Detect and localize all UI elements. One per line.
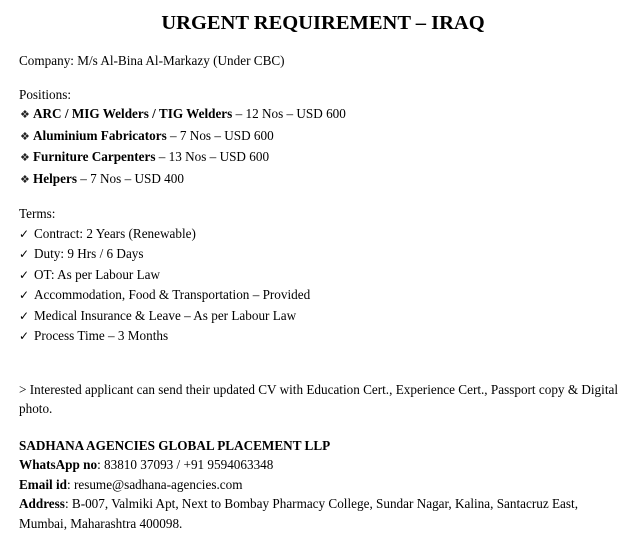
position-detail: – 7 Nos – USD 400 [76,170,184,186]
whatsapp-label: WhatsApp no [19,457,98,472]
email-line [19,475,631,495]
term-text: Medical Insurance & Leave – As per Labour Law [34,307,297,323]
position-detail: – 12 Nos – USD 600 [232,106,346,121]
address-line [19,494,619,533]
position-role: Aluminium Fabricators [33,127,167,143]
email-label: Email id [19,476,67,492]
checkmark-icon: ✓ [19,288,30,302]
list-item [19,147,631,169]
position-role: ARC / MIG Welders / TIG Welders [33,106,233,121]
list-item [19,285,631,306]
spacer [19,190,631,204]
position-detail: – 7 Nos – USD 600 [166,127,274,143]
agency-name-text: SADHANA AGENCIES GLOBAL PLACEMENT LLP [19,437,331,453]
position-role: Helpers [33,170,77,186]
company-line: Company: M/s Al-Bina Al-Markazy (Under CBC) [19,53,285,68]
positions-heading: Positions: [19,86,72,102]
checkmark-icon: ✓ [19,329,30,343]
document [19,10,631,533]
diamond-bullet-icon: ❖ [20,130,30,143]
agency-name [19,436,631,456]
spacer [19,347,631,380]
list-item [19,306,631,327]
list-item [19,126,631,148]
list-item [19,326,631,347]
list-item [19,224,631,245]
term-text: Accommodation, Food & Transportation – Provided [34,287,311,302]
apply-note: > Interested applicant can send their updated CV with Education Cert., Experience Cert., Passport copy & Digital photo. [19,381,619,416]
address-label: Address [19,496,65,511]
terms-list [19,224,631,347]
checkmark-icon: ✓ [19,247,30,261]
position-role: Furniture Carpenters [33,149,156,164]
spacer [19,419,631,436]
positions-list [19,104,631,190]
checkmark-icon: ✓ [19,308,30,323]
term-text: Process Time – 3 Months [34,328,169,343]
spacer [19,71,631,85]
address-value: : B-007, Valmiki Apt, Next to Bombay Pharmacy College, Sundar Nagar, Kalina, Santacruz East, Mumbai, Maharashtra 400098. [19,496,579,531]
diamond-bullet-icon: ❖ [20,173,30,186]
terms-heading: Terms: [19,206,56,221]
diamond-bullet-icon: ❖ [20,109,30,121]
whatsapp-value: : 83810 37093 / +91 9594063348 [97,457,274,472]
position-detail: – 13 Nos – USD 600 [155,149,270,164]
term-text: Contract: 2 Years (Renewable) [34,225,196,241]
whatsapp-line [19,455,631,475]
checkmark-icon: ✓ [19,226,30,241]
diamond-bullet-icon: ❖ [20,152,30,164]
email-value: : resume@sadhana-agencies.com [67,476,243,492]
term-text: OT: As per Labour Law [34,266,161,282]
page-title: URGENT REQUIREMENT – IRAQ [161,12,485,34]
list-item [19,169,631,191]
list-item [19,104,631,126]
list-item [19,265,631,286]
list-item [19,244,631,265]
checkmark-icon: ✓ [19,267,30,282]
term-text: Duty: 9 Hrs / 6 Days [34,246,144,261]
